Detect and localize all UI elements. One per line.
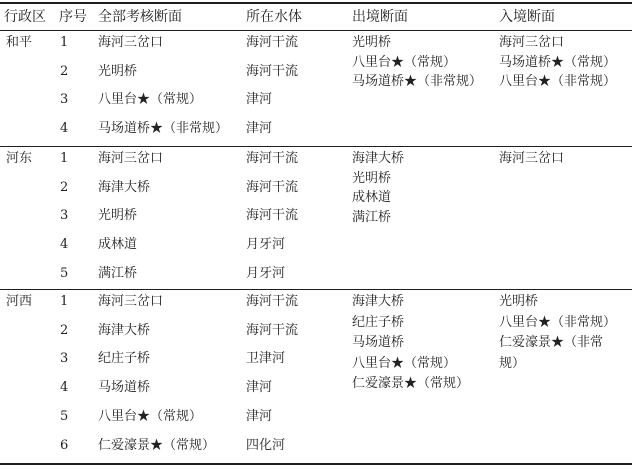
district-cell: 河东 (6, 151, 33, 166)
header-water-body: 所在水体 (246, 9, 302, 25)
section-cell: 八里台★（常规） (98, 409, 203, 424)
section-cell: 海津大桥 (98, 180, 151, 195)
outbound-section-item: 八里台★（常规） (352, 55, 457, 70)
bottom-rule (0, 463, 632, 465)
outbound-section-item: 仁爱濠景★（常规） (352, 376, 470, 391)
inbound-section-item: 仁爱濠景★（非常 (499, 335, 604, 350)
water-body-cell: 海河干流 (246, 35, 299, 50)
header-inbound: 入境断面 (499, 9, 555, 25)
row-number-cell: 3 (60, 92, 69, 107)
row-number-cell: 1 (60, 151, 69, 166)
water-body-cell: 海河干流 (246, 323, 299, 338)
header-all-sections: 全部考核断面 (98, 9, 182, 25)
row-number-cell: 6 (60, 438, 69, 453)
district-cell: 河西 (6, 294, 33, 309)
water-body-cell: 津河 (246, 380, 273, 395)
inbound-section-item: 马场道桥★（常规） (499, 55, 617, 70)
row-number-cell: 3 (60, 208, 69, 223)
district-cell: 和平 (6, 35, 33, 50)
header-number: 序号 (59, 9, 87, 25)
inbound-section-item: 八里台★（非常规） (499, 315, 617, 330)
water-body-cell: 海河干流 (246, 180, 299, 195)
group-rule-2 (0, 289, 632, 290)
row-number-cell: 5 (60, 266, 69, 281)
header-outbound: 出境断面 (352, 9, 408, 25)
section-cell: 八里台★（常规） (98, 92, 203, 107)
section-cell: 纪庄子桥 (98, 351, 151, 366)
row-number-cell: 4 (60, 237, 69, 252)
section-cell: 海津大桥 (98, 323, 151, 338)
header-district: 行政区 (4, 9, 46, 25)
outbound-section-item: 八里台★（常规） (352, 356, 457, 371)
row-number-cell: 1 (60, 294, 69, 309)
water-body-cell: 四化河 (246, 438, 286, 453)
water-body-cell: 月牙河 (246, 237, 286, 252)
section-cell: 海河三岔口 (98, 35, 164, 50)
outbound-section-item: 成林道 (352, 190, 392, 205)
inbound-section-item: 八里台★（非常规） (499, 74, 617, 89)
row-number-cell: 2 (60, 64, 69, 79)
water-body-cell: 津河 (246, 409, 273, 424)
row-number-cell: 2 (60, 180, 69, 195)
water-body-cell: 津河 (246, 92, 273, 107)
top-rule (0, 2, 632, 4)
outbound-section-item: 马场道桥 (352, 335, 405, 350)
section-cell: 仁爱濠景★（常规） (98, 438, 216, 453)
water-body-cell: 卫津河 (246, 351, 286, 366)
section-cell: 光明桥 (98, 208, 138, 223)
outbound-section-item: 纪庄子桥 (352, 315, 405, 330)
row-number-cell: 4 (60, 380, 69, 395)
section-cell: 满江桥 (98, 266, 138, 281)
row-number-cell: 5 (60, 409, 69, 424)
outbound-section-item: 海津大桥 (352, 151, 405, 166)
water-body-cell: 海河干流 (246, 208, 299, 223)
outbound-section-item: 光明桥 (352, 35, 392, 50)
section-cell: 光明桥 (98, 64, 138, 79)
water-body-cell: 津河 (246, 121, 273, 136)
row-number-cell: 2 (60, 323, 69, 338)
row-number-cell: 3 (60, 351, 69, 366)
water-body-cell: 海河干流 (246, 64, 299, 79)
outbound-section-item: 海津大桥 (352, 294, 405, 309)
inbound-section-item: 规） (499, 356, 526, 371)
water-body-cell: 海河干流 (246, 294, 299, 309)
outbound-section-item: 马场道桥★（非常规） (352, 74, 483, 89)
section-cell: 马场道桥★（非常规） (98, 121, 229, 136)
outbound-section-item: 光明桥 (352, 171, 392, 186)
section-cell: 海河三岔口 (98, 294, 164, 309)
header-rule (0, 30, 632, 31)
water-body-cell: 月牙河 (246, 266, 286, 281)
water-body-cell: 海河干流 (246, 151, 299, 166)
inbound-section-item: 海河三岔口 (499, 35, 565, 50)
row-number-cell: 1 (60, 35, 69, 50)
inbound-section-item: 海河三岔口 (499, 151, 565, 166)
section-cell: 成林道 (98, 237, 138, 252)
group-rule-1 (0, 146, 632, 147)
section-cell: 马场道桥 (98, 380, 151, 395)
outbound-section-item: 满江桥 (352, 210, 392, 225)
inbound-section-item: 光明桥 (499, 294, 539, 309)
row-number-cell: 4 (60, 121, 69, 136)
section-cell: 海河三岔口 (98, 151, 164, 166)
